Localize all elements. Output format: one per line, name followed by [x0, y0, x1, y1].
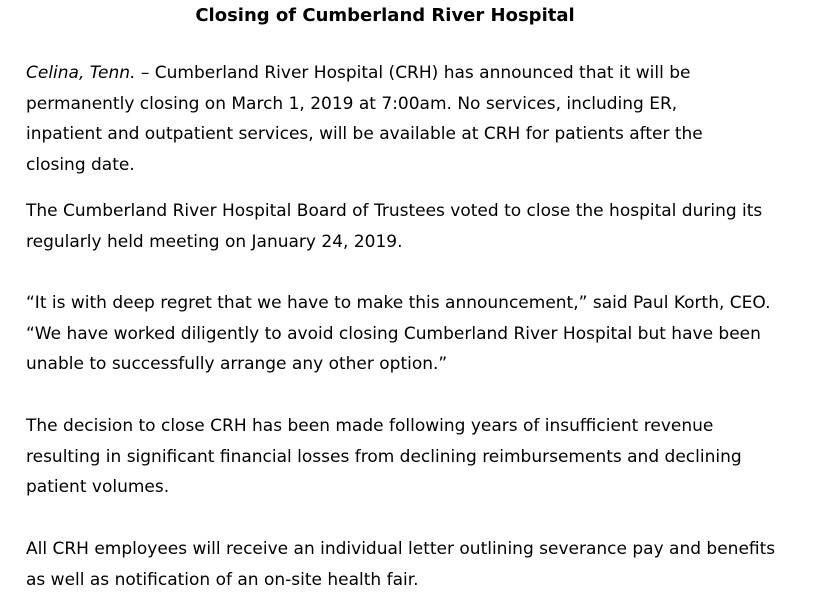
text-line: The decision to close CRH has been made following years of insufficient revenue [26, 416, 714, 436]
text-line: “We have worked diligently to avoid closing Cumberland River Hospital but have been [26, 323, 761, 344]
text-line: The Cumberland River Hospital Board of Trustees voted to close the hospital during its [26, 201, 763, 221]
text-line: All CRH employees will receive an individual letter outlining severance pay and benefits [26, 539, 776, 559]
paragraph-employees [26, 534, 816, 595]
text-line: regularly held meeting on January 24, 2019. [26, 231, 403, 252]
paragraph-ceo-quote [26, 288, 816, 380]
text-line: “It is with deep regret that we have to make this announcement,” said Paul Korth, CEO. [26, 293, 771, 313]
paragraph-decision [26, 411, 816, 503]
dateline: Celina, Tenn. [26, 63, 136, 83]
document-title: Closing of Cumberland River Hospital [195, 5, 575, 26]
text-line: inpatient and outpatient services, will be available at CRH for patients after the [26, 124, 703, 144]
text-line-rest: – Cumberland River Hospital (CRH) has announced that it will be [135, 63, 691, 83]
text-line: closing date. [26, 154, 135, 175]
text-line: patient volumes. [26, 477, 170, 497]
text-line: as well as notification of an on-site health fair. [26, 569, 419, 590]
text-line [26, 58, 816, 89]
text-line: permanently closing on March 1, 2019 at 7:00am. No services, including ER, [26, 93, 678, 114]
paragraph-board-vote [26, 196, 816, 257]
text-line: unable to successfully arrange any other option.” [26, 354, 448, 374]
text-line: resulting in significant financial losses from declining reimbursements and declining [26, 446, 742, 467]
paragraph-announcement [26, 58, 816, 180]
